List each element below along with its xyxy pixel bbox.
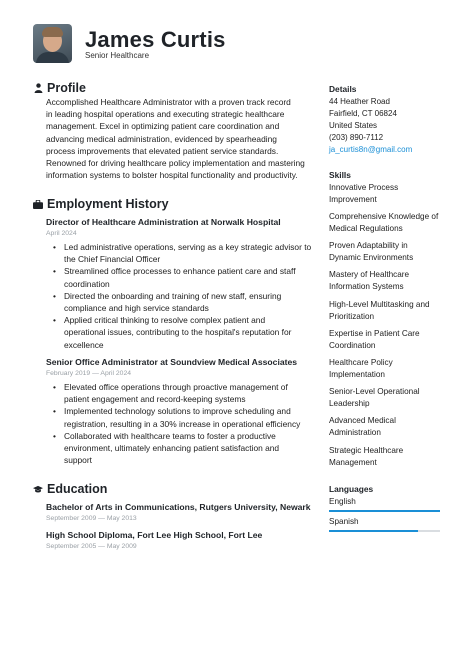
graduation-cap-icon: [33, 484, 43, 494]
country-line: United States: [329, 121, 378, 130]
phone-number: (203) 890-7112: [329, 133, 384, 142]
profile-summary: Accomplished Healthcare Administrator with a proven track record in leading hospital operations and executing strategic healthcare management. Excel in optimizing patient care coordination and advancing medical administration, evidenced by spearheading process improvements that elevated patient service standards. Renowned for driving healthcare policy implementation and mastering information systems to bolster hospital functionality and productivity.: [46, 97, 305, 181]
list-item: • Led administrative operations, serving as a key strategic advisor to the Chief Financial Officer: [46, 241, 316, 265]
skill-item: Advanced Medical Administration: [329, 416, 396, 438]
profile-heading: Profile: [33, 81, 86, 95]
skill-item: High-Level Multitasking and Prioritization: [329, 300, 430, 322]
list-item: • Implemented technology solutions to improve scheduling and registration, resulting in a 30% increase in operational efficiency: [46, 405, 316, 429]
education-dates: September 2005 — May 2009: [46, 543, 137, 550]
skill-item: Comprehensive Knowledge of Medical Regulations: [329, 212, 439, 234]
skill-item: Proven Adaptability in Dynamic Environments: [329, 241, 414, 263]
skill-item: Senior-Level Operational Leadership: [329, 387, 420, 409]
skills-heading: Skills: [329, 170, 351, 180]
candidate-name: James Curtis: [85, 27, 226, 52]
language-name: Spanish: [329, 517, 359, 526]
education-heading: Education: [33, 482, 107, 496]
details-heading: Details: [329, 84, 357, 94]
job-dates: February 2019 — April 2024: [46, 370, 132, 377]
list-item: • Collaborated with healthcare teams to foster a productive environment, ultimately enhancing patient satisfaction and support: [46, 430, 316, 467]
job-dates: April 2024: [46, 230, 77, 237]
job-title: Director of Healthcare Administration at Norwalk Hospital: [46, 217, 281, 227]
language-level-bar: [329, 510, 440, 512]
skill-item: Strategic Healthcare Management: [329, 446, 404, 468]
email-link[interactable]: ja_curtis8n@gmail.com: [329, 145, 413, 154]
address-line: 44 Heather Road: [329, 97, 390, 106]
job-bullets: [46, 381, 316, 466]
person-icon: [33, 83, 43, 93]
briefcase-icon: [33, 199, 43, 209]
education-title: Bachelor of Arts in Communications, Rutgers University, Newark: [46, 502, 311, 512]
list-item: • Streamlined office processes to enhance patient care and staff coordination: [46, 265, 316, 289]
list-item: • Directed the onboarding and training of new staff, ensuring compliance and high service standards: [46, 290, 316, 314]
employment-heading: Employment History: [33, 197, 169, 211]
languages-heading: Languages: [329, 484, 374, 494]
skill-item: Expertise in Patient Care Coordination: [329, 329, 420, 351]
job-title: Senior Office Administrator at Soundview Medical Associates: [46, 357, 298, 367]
city-line: Fairfield, CT 06824: [329, 109, 397, 118]
avatar: [33, 24, 72, 63]
education-dates: September 2009 — May 2013: [46, 515, 137, 522]
skill-item: Innovative Process Improvement: [329, 183, 399, 205]
education-title: High School Diploma, Fort Lee High School, Fort Lee: [46, 530, 263, 540]
skill-item: Healthcare Policy Implementation: [329, 358, 393, 380]
job-bullets: [46, 241, 316, 351]
language-level-bar: [329, 530, 440, 532]
list-item: • Elevated office operations through proactive management of patient engagement and record-keeping systems: [46, 381, 316, 405]
candidate-title: Senior Healthcare: [85, 51, 150, 60]
skill-item: Mastery of Healthcare Information Systems: [329, 270, 410, 292]
list-item: • Applied critical thinking to resolve complex patient and operational issues, contributing to the hospital's reputation for excellence: [46, 314, 316, 351]
language-name: English: [329, 497, 356, 506]
